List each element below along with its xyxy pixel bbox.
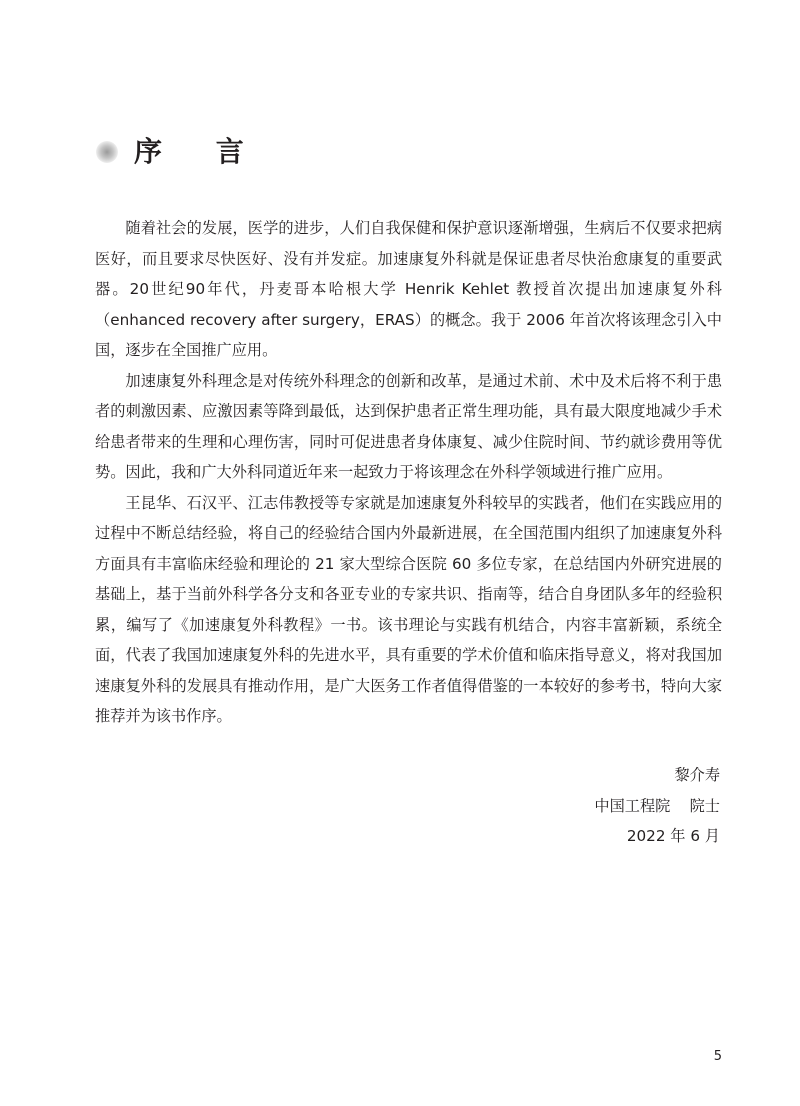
signature-date: 2022 年 6 月 [626, 827, 720, 845]
signature-block [594, 760, 720, 852]
author-affiliation: 中国工程院 院士 [594, 796, 720, 815]
page-number: 5 [713, 1049, 722, 1064]
paragraph-2: 加速康复外科理念是对传统外科理念的创新和改革，是通过术前、术中及术后将不利于患者的刺激因素、应激因素等降到最低，达到保护患者正常生理功能，具有最大限度地减少手术给患者带来的生理和心理伤害，同时可促进患者身体康复、减少住院时间、节约就诊费用等优势。因此，我和广大外科同道近年来一起致力于将该理念在外科学领域进行推广应用。 [95, 371, 722, 481]
paragraph-1: 随着社会的发展，医学的进步，人们自我保健和保护意识逐渐增强，生病后不仅要求把病医好，而且要求尽快医好、没有并发症。加速康复外科就是保证患者尽快治愈康复的重要武器。20世纪90年代，丹麦哥本哈根大学 Henrik Kehlet 教授首次提出加速康复外科（enhanced recovery after surgery，ERAS）的概念。我于 2006 年首次将该理念引入中国，逐步在全国推广应用。 [95, 219, 722, 359]
title-block [96, 132, 266, 172]
author-name: 黎介寿 [674, 766, 720, 784]
paragraph-3: 王昆华、石汉平、江志伟教授等专家就是加速康复外科较早的实践者，他们在实践应用的过程中不断总结经验，将自己的经验结合国内外最新进展，在全国范围内组织了加速康复外科方面具有丰富临床经验和理论的 21 家大型综合医院 60 多位专家，在总结国内外研究进展的基础上，基于当前外科学各分支和各亚专业的专家共识、指南等，结合自身团队多年的经验积累，编写了《加速康复外科教程》一书。该书理论与实践有机结合，内容丰富新颖，系统全面，代表了我国加速康复外科的先进水平，具有重要的学术价值和临床指导意义，将对我国加速康复外科的发展具有推动作用，是广大医务工作者值得借鉴的一本较好的参考书，特向大家推荐并为该书作序。 [95, 493, 722, 725]
page-title: 序 言 [134, 135, 266, 168]
preface-body [95, 213, 722, 732]
bullet-dot-icon [96, 141, 118, 163]
